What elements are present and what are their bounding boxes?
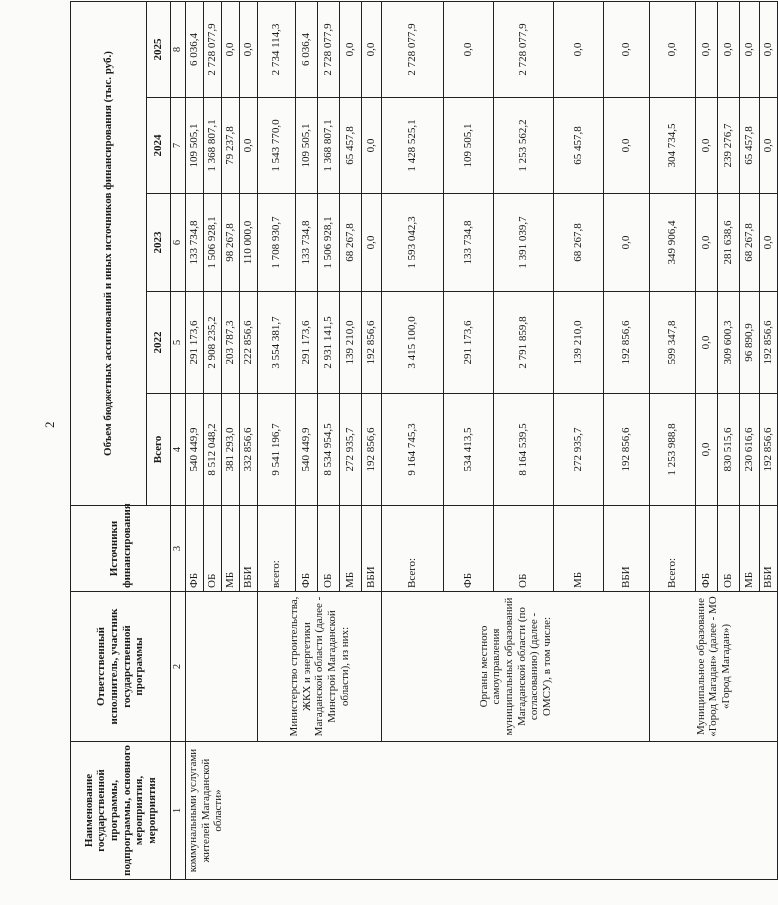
- value-cell-2025: 0,0: [222, 1, 240, 97]
- value-cell-2025: 0,0: [650, 1, 696, 97]
- executor-cell: Органы местного самоуправления муниципальных образований Магаданской области (по согласованию) (далее - ОМСУ), в том числе:: [382, 592, 650, 742]
- value-cell-2022: 291 173,6: [186, 292, 204, 394]
- column-number: 1: [171, 742, 186, 880]
- value-cell-2024: 1 543 770,0: [258, 98, 296, 194]
- value-cell-2023: 110 000,0: [240, 194, 258, 292]
- value-cell-2022: 3 554 381,7: [258, 292, 296, 394]
- value-cell-2024: 0,0: [760, 98, 778, 194]
- value-cell-2024: 79 237,8: [222, 98, 240, 194]
- column-number: 6: [171, 194, 186, 292]
- value-cell-2022: 2 908 235,2: [204, 292, 222, 394]
- header-year-2025: 2025: [147, 1, 171, 97]
- value-cell-2023: 1 391 039,7: [494, 194, 554, 292]
- executor-cell: [186, 592, 258, 742]
- funding-source-cell: ВБИ: [604, 506, 650, 592]
- value-cell-2023: 0,0: [696, 194, 718, 292]
- value-cell-2023: 1 506 928,1: [318, 194, 340, 292]
- value-cell-2025: 0,0: [718, 1, 740, 97]
- value-cell-2025: 0,0: [340, 1, 362, 97]
- value-cell-2025: 0,0: [554, 1, 604, 97]
- value-cell-2023: 68 267,8: [554, 194, 604, 292]
- column-number: 5: [171, 292, 186, 394]
- value-cell-total: 830 515,6: [718, 394, 740, 506]
- value-cell-2024: 65 457,8: [740, 98, 760, 194]
- value-cell-2023: 349 906,4: [650, 194, 696, 292]
- value-cell-2024: 0,0: [696, 98, 718, 194]
- header-program-name: Наименование государственной программы, подпрограммы, основного мероприятия, мероприятия: [71, 742, 171, 880]
- funding-source-cell: Всего:: [650, 506, 696, 592]
- value-cell-2023: 68 267,8: [340, 194, 362, 292]
- value-cell-2025: 0,0: [760, 1, 778, 97]
- value-cell-total: 192 856,6: [362, 394, 382, 506]
- value-cell-total: 8 534 954,5: [318, 394, 340, 506]
- table-body: [186, 1, 778, 879]
- program-name-cell: коммунальными услугами жителей Магаданской области»: [186, 742, 778, 880]
- value-cell-2022: 0,0: [696, 292, 718, 394]
- value-cell-2024: 0,0: [362, 98, 382, 194]
- page-number: 2: [42, 421, 57, 428]
- funding-source-cell: МБ: [554, 506, 604, 592]
- value-cell-2023: 98 267,8: [222, 194, 240, 292]
- funding-source-cell: ВБИ: [362, 506, 382, 592]
- value-cell-2022: 291 173,6: [444, 292, 494, 394]
- value-cell-2022: 309 600,3: [718, 292, 740, 394]
- value-cell-2022: 291 173,6: [296, 292, 318, 394]
- funding-table: [70, 1, 778, 880]
- value-cell-2022: 96 890,9: [740, 292, 760, 394]
- value-cell-total: 230 616,6: [740, 394, 760, 506]
- value-cell-2022: 192 856,6: [362, 292, 382, 394]
- value-cell-2025: 2 734 114,3: [258, 1, 296, 97]
- value-cell-total: 0,0: [696, 394, 718, 506]
- value-cell-2025: 2 728 077,9: [494, 1, 554, 97]
- value-cell-total: 192 856,6: [604, 394, 650, 506]
- value-cell-total: 8 512 048,2: [204, 394, 222, 506]
- value-cell-2025: 6 036,4: [186, 1, 204, 97]
- column-number: 2: [171, 592, 186, 742]
- value-cell-2023: 133 734,8: [444, 194, 494, 292]
- value-cell-2024: 1 253 562,2: [494, 98, 554, 194]
- value-cell-total: 1 253 988,8: [650, 394, 696, 506]
- value-cell-2025: 0,0: [696, 1, 718, 97]
- value-cell-2025: 6 036,4: [296, 1, 318, 97]
- column-number: 7: [171, 98, 186, 194]
- value-cell-2024: 65 457,8: [554, 98, 604, 194]
- header-year-2024: 2024: [147, 98, 171, 194]
- value-cell-2024: 109 505,1: [444, 98, 494, 194]
- value-cell-total: 534 413,5: [444, 394, 494, 506]
- value-cell-2025: 0,0: [604, 1, 650, 97]
- funding-source-cell: МБ: [340, 506, 362, 592]
- value-cell-2024: 239 276,7: [718, 98, 740, 194]
- value-cell-2024: 1 428 525,1: [382, 98, 444, 194]
- header-year-total: Всего: [147, 394, 171, 506]
- column-number: 4: [171, 394, 186, 506]
- value-cell-total: 540 449,9: [296, 394, 318, 506]
- value-cell-2023: 133 734,8: [296, 194, 318, 292]
- executor-cell: Министерство строительства, ЖКХ и энергетики Магаданской области (далее - Минстрой Магаданской области), из них:: [258, 592, 382, 742]
- rotated-table-frame: [70, 2, 775, 880]
- value-cell-2022: 2 791 859,8: [494, 292, 554, 394]
- funding-source-cell: ОБ: [494, 506, 554, 592]
- header-executor: Ответственный исполнитель, участник государственной программы: [71, 592, 171, 742]
- value-cell-2025: 2 728 077,9: [204, 1, 222, 97]
- funding-source-cell: ВБИ: [240, 506, 258, 592]
- value-cell-2023: 0,0: [760, 194, 778, 292]
- value-cell-2025: 0,0: [444, 1, 494, 97]
- value-cell-2022: 3 415 100,0: [382, 292, 444, 394]
- value-cell-total: 381 293,0: [222, 394, 240, 506]
- value-cell-2025: 2 728 077,9: [382, 1, 444, 97]
- value-cell-total: 540 449,9: [186, 394, 204, 506]
- value-cell-2022: 2 931 141,5: [318, 292, 340, 394]
- value-cell-2022: 139 210,0: [554, 292, 604, 394]
- funding-source-cell: ОБ: [718, 506, 740, 592]
- value-cell-2022: 222 856,6: [240, 292, 258, 394]
- value-cell-total: 9 541 196,7: [258, 394, 296, 506]
- funding-source-cell: ВБИ: [760, 506, 778, 592]
- executor-cell: Муниципальное образование «Город Магадан» (далее - МО «Город Магадан»): [650, 592, 778, 742]
- funding-source-cell: ОБ: [204, 506, 222, 592]
- value-cell-2025: 0,0: [240, 1, 258, 97]
- funding-source-cell: ФБ: [186, 506, 204, 592]
- value-cell-2022: 192 856,6: [604, 292, 650, 394]
- header-year-2023: 2023: [147, 194, 171, 292]
- value-cell-2023: 0,0: [362, 194, 382, 292]
- header-funding-source: Источники финансирования: [71, 506, 171, 592]
- value-cell-2024: 1 368 807,1: [204, 98, 222, 194]
- value-cell-2025: 0,0: [740, 1, 760, 97]
- value-cell-2022: 139 210,0: [340, 292, 362, 394]
- table-row: [186, 1, 204, 879]
- value-cell-2024: 65 457,8: [340, 98, 362, 194]
- header-year-2022: 2022: [147, 292, 171, 394]
- value-cell-total: 8 164 539,5: [494, 394, 554, 506]
- value-cell-2022: 599 347,8: [650, 292, 696, 394]
- value-cell-2023: 1 506 928,1: [204, 194, 222, 292]
- funding-source-cell: Всего:: [382, 506, 444, 592]
- value-cell-total: 332 856,6: [240, 394, 258, 506]
- value-cell-2023: 1 708 930,7: [258, 194, 296, 292]
- column-number: 3: [171, 506, 186, 592]
- value-cell-total: 272 935,7: [340, 394, 362, 506]
- funding-source-cell: ОБ: [318, 506, 340, 592]
- value-cell-2023: 0,0: [604, 194, 650, 292]
- value-cell-2025: 2 728 077,9: [318, 1, 340, 97]
- funding-source-cell: всего:: [258, 506, 296, 592]
- value-cell-2023: 133 734,8: [186, 194, 204, 292]
- value-cell-2024: 1 368 807,1: [318, 98, 340, 194]
- funding-source-cell: ФБ: [696, 506, 718, 592]
- value-cell-2024: 304 734,5: [650, 98, 696, 194]
- funding-source-cell: ФБ: [296, 506, 318, 592]
- column-number: 8: [171, 1, 186, 97]
- value-cell-total: 272 935,7: [554, 394, 604, 506]
- value-cell-2025: 0,0: [362, 1, 382, 97]
- value-cell-2023: 1 593 042,3: [382, 194, 444, 292]
- value-cell-total: 192 856,6: [760, 394, 778, 506]
- value-cell-2024: 0,0: [240, 98, 258, 194]
- funding-source-cell: МБ: [222, 506, 240, 592]
- value-cell-2023: 281 638,6: [718, 194, 740, 292]
- value-cell-2023: 68 267,8: [740, 194, 760, 292]
- value-cell-2022: 192 856,6: [760, 292, 778, 394]
- value-cell-total: 9 164 745,3: [382, 394, 444, 506]
- value-cell-2024: 0,0: [604, 98, 650, 194]
- funding-source-cell: МБ: [740, 506, 760, 592]
- header-funding-volume: Объем бюджетных ассигнований и иных источников финансирования (тыс. руб.): [71, 1, 147, 505]
- value-cell-2024: 109 505,1: [186, 98, 204, 194]
- value-cell-2022: 203 787,3: [222, 292, 240, 394]
- value-cell-2024: 109 505,1: [296, 98, 318, 194]
- funding-source-cell: ФБ: [444, 506, 494, 592]
